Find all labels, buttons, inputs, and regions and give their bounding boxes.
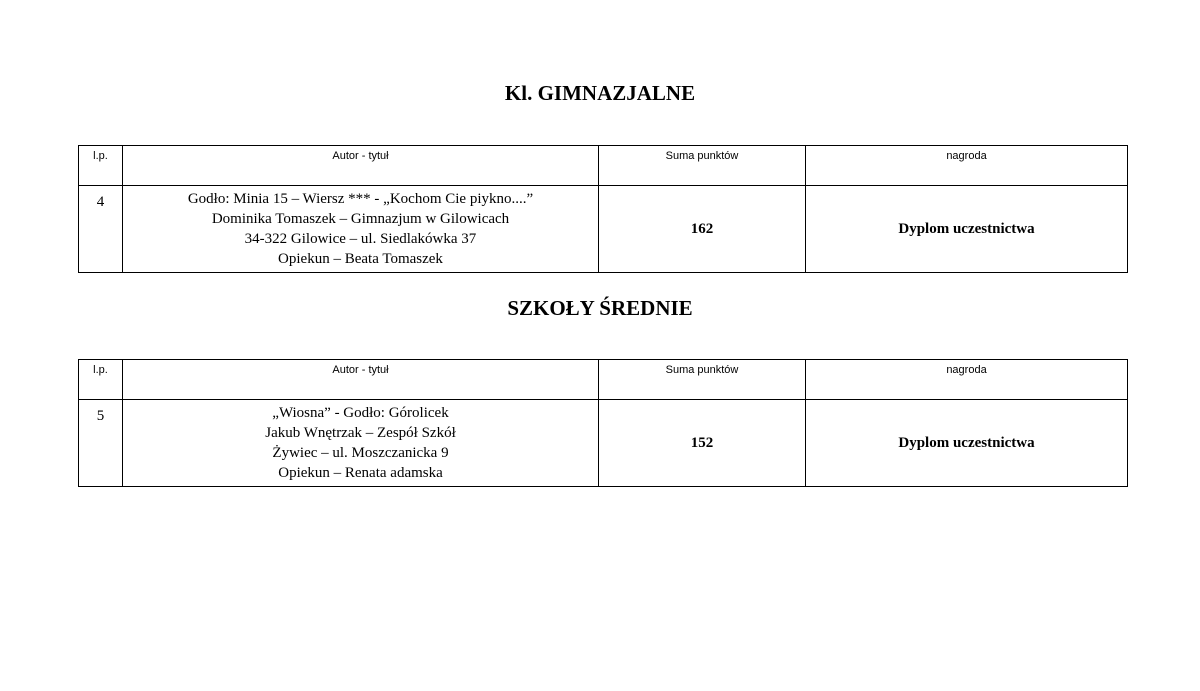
table-header-row <box>79 146 1128 186</box>
header-award: nagroda <box>806 146 1128 186</box>
section-title-szkoly-srednie: SZKOŁY ŚREDNIE <box>507 296 693 320</box>
author-line: Jakub Wnętrzak – Zespół Szkół <box>265 425 456 441</box>
author-line: 34-322 Gilowice – ul. Siedlakówka 37 <box>244 231 477 247</box>
header-author-title: Autor - tytuł <box>123 360 599 400</box>
header-lp: l.p. <box>79 360 123 400</box>
cell-award: Dyplom uczestnictwa <box>806 186 1128 273</box>
header-author-title: Autor - tytuł <box>123 146 599 186</box>
author-line: Dominika Tomaszek – Gimnazjum w Gilowicach <box>211 211 510 227</box>
cell-lp: 5 <box>79 400 123 487</box>
results-table-gimnazjalne <box>78 145 1128 273</box>
author-line: „Wiosna” - Godło: Górolicek <box>272 405 449 421</box>
cell-lp: 4 <box>79 186 123 273</box>
results-table-szkoly-srednie <box>78 359 1128 487</box>
author-line: Godło: Minia 15 – Wiersz *** - „Kochom Cie piykno....” <box>187 191 534 207</box>
table-row <box>79 186 1128 273</box>
cell-points: 152 <box>599 400 806 487</box>
table-header-row <box>79 360 1128 400</box>
cell-author-title <box>123 400 599 487</box>
header-lp: l.p. <box>79 146 123 186</box>
cell-author-title <box>123 186 599 273</box>
author-line: Opiekun – Renata adamska <box>278 465 443 481</box>
author-line: Żywiec – ul. Moszczanicka 9 <box>272 445 449 461</box>
cell-award: Dyplom uczestnictwa <box>806 400 1128 487</box>
header-award: nagroda <box>806 360 1128 400</box>
author-line: Opiekun – Beata Tomaszek <box>278 251 443 267</box>
table-row <box>79 400 1128 487</box>
header-points: Suma punktów <box>599 360 806 400</box>
section-title-gimnazjalne: Kl. GIMNAZJALNE <box>504 81 696 105</box>
cell-points: 162 <box>599 186 806 273</box>
header-points: Suma punktów <box>599 146 806 186</box>
